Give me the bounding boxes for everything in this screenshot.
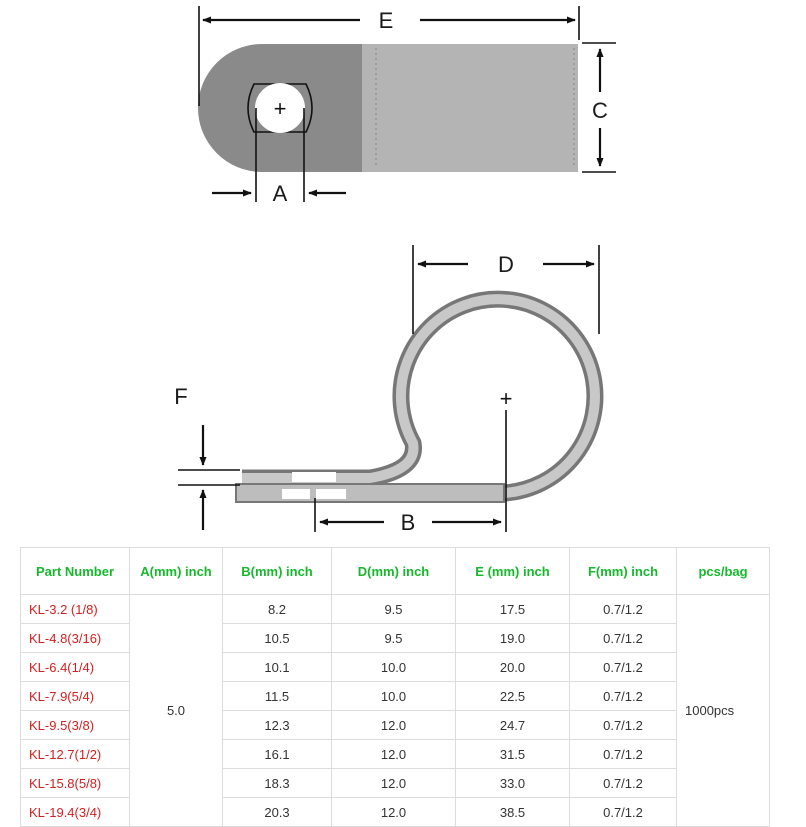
dimension-c — [582, 43, 616, 172]
col-header-f: F(mm) inch — [570, 548, 677, 595]
b-value-cell: 8.2 — [223, 595, 332, 624]
table-header-row — [21, 548, 770, 595]
clamp-top-band — [362, 44, 578, 172]
dimension-f — [174, 384, 240, 530]
f-value-cell: 0.7/1.2 — [570, 769, 677, 798]
clamp-top-view — [198, 44, 578, 172]
clamp-loop — [242, 299, 595, 493]
part-number-cell: KL-9.5(3/8) — [21, 711, 130, 740]
a-value-cell: 5.0 — [130, 595, 223, 827]
part-number-cell: KL-4.8(3/16) — [21, 624, 130, 653]
e-value-cell: 17.5 — [456, 595, 570, 624]
label-d: D — [498, 252, 514, 277]
col-header-part-number: Part Number — [21, 548, 130, 595]
b-value-cell: 11.5 — [223, 682, 332, 711]
f-value-cell: 0.7/1.2 — [570, 682, 677, 711]
e-value-cell: 38.5 — [456, 798, 570, 827]
f-value-cell: 0.7/1.2 — [570, 798, 677, 827]
label-e: E — [378, 8, 394, 33]
label-a: A — [272, 181, 288, 206]
f-value-cell: 0.7/1.2 — [570, 711, 677, 740]
b-value-cell: 20.3 — [223, 798, 332, 827]
d-value-cell: 12.0 — [332, 798, 456, 827]
col-header-b: B(mm) inch — [223, 548, 332, 595]
label-b: B — [400, 510, 416, 535]
b-value-cell: 16.1 — [223, 740, 332, 769]
f-value-cell: 0.7/1.2 — [570, 595, 677, 624]
d-value-cell: 10.0 — [332, 682, 456, 711]
col-header-d: D(mm) inch — [332, 548, 456, 595]
dimension-b — [315, 498, 501, 535]
d-value-cell: 12.0 — [332, 769, 456, 798]
d-value-cell: 9.5 — [332, 595, 456, 624]
clamp-tail — [236, 484, 504, 502]
e-value-cell: 22.5 — [456, 682, 570, 711]
d-value-cell: 10.0 — [332, 653, 456, 682]
hole-center-mark: + — [273, 96, 287, 121]
d-value-cell: 12.0 — [332, 711, 456, 740]
d-value-cell: 12.0 — [332, 740, 456, 769]
b-value-cell: 10.5 — [223, 624, 332, 653]
col-header-e: E (mm) inch — [456, 548, 570, 595]
label-f: F — [174, 384, 188, 409]
spec-table — [20, 547, 770, 827]
part-number-cell: KL-6.4(1/4) — [21, 653, 130, 682]
pcs-bag-cell: 1000pcs — [677, 595, 770, 827]
b-value-cell: 18.3 — [223, 769, 332, 798]
part-number-cell: KL-7.9(5/4) — [21, 682, 130, 711]
e-value-cell: 19.0 — [456, 624, 570, 653]
e-value-cell: 20.0 — [456, 653, 570, 682]
e-value-cell: 31.5 — [456, 740, 570, 769]
col-header-a: A(mm) inch — [130, 548, 223, 595]
f-value-cell: 0.7/1.2 — [570, 740, 677, 769]
part-number-cell: KL-19.4(3/4) — [21, 798, 130, 827]
part-number-cell: KL-15.8(5/8) — [21, 769, 130, 798]
e-value-cell: 33.0 — [456, 769, 570, 798]
loop-center-mark: + — [499, 386, 513, 411]
part-number-cell: KL-12.7(1/2) — [21, 740, 130, 769]
d-value-cell: 9.5 — [332, 624, 456, 653]
label-c: C — [592, 98, 608, 123]
f-value-cell: 0.7/1.2 — [570, 624, 677, 653]
part-number-cell: KL-3.2 (1/8) — [21, 595, 130, 624]
f-value-cell: 0.7/1.2 — [570, 653, 677, 682]
b-value-cell: 10.1 — [223, 653, 332, 682]
col-header-pcs-bag: pcs/bag — [677, 548, 770, 595]
e-value-cell: 24.7 — [456, 711, 570, 740]
table-row — [21, 595, 770, 624]
b-value-cell: 12.3 — [223, 711, 332, 740]
clamp-side-view — [236, 299, 595, 532]
